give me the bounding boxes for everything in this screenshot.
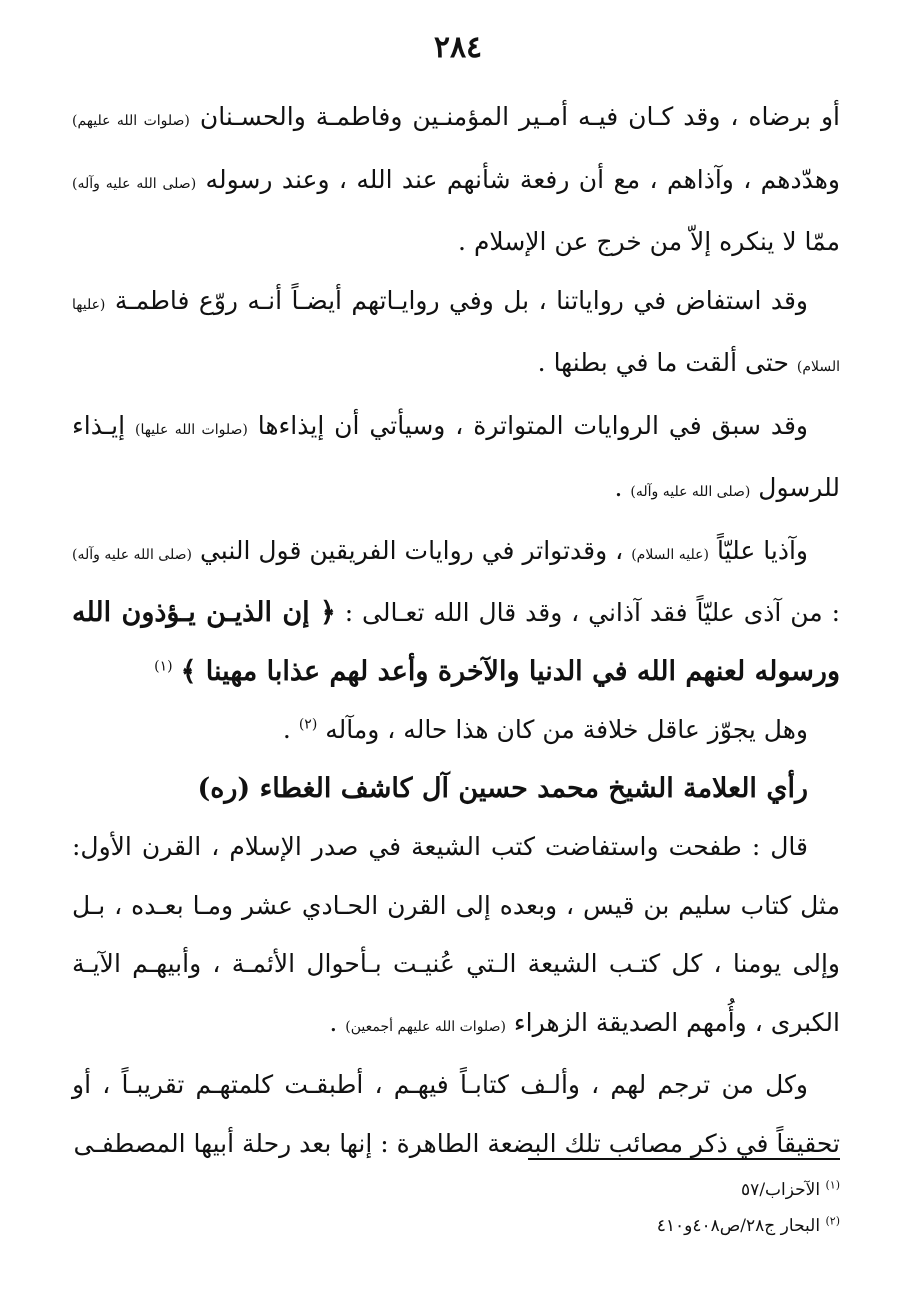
paragraph-2-text-2: حتى ألقت ما في بطنها . <box>537 348 789 377</box>
paragraph-4-text: وآذيا عليّاً <box>716 535 808 565</box>
footnote-ref-1: (١) <box>154 658 173 675</box>
paragraph-3 <box>72 397 840 522</box>
paragraph-4-text-2: ، وقدتواتر في روايات الفريقين قول النبي <box>199 535 624 565</box>
footnote-ref-2: (٢) <box>298 716 318 733</box>
footnote-marker: (١) <box>825 1178 840 1192</box>
paragraph-5-text: وهل يجوّز عاقل خلافة من كان هذا حاله ، ومآله <box>325 715 808 744</box>
paragraph-6-text-2: . <box>329 1007 338 1037</box>
section-heading: رأي العلامة الشيخ محمد حسين آل كاشف الغطاء (ره) <box>197 772 808 804</box>
honorific: (صلوات الله عليها) <box>134 421 248 438</box>
paragraph-5-text-2: . <box>282 715 291 744</box>
paragraph-1-text: أو برضاه ، وقد كـان فيـه أمـير المؤمنـين وفاطمـة والحسـنان <box>199 102 840 131</box>
footnote-marker: (٢) <box>825 1214 840 1228</box>
main-text <box>72 88 840 1173</box>
footnote-2 <box>460 1208 840 1244</box>
honorific: (صلوات الله عليهم أجمعين) <box>345 1018 506 1035</box>
honorific: (عليه السلام) <box>631 546 709 563</box>
paragraph-4 <box>72 522 840 702</box>
footnote-text: البحار ج٢٨/ص٤٠٨و٤١٠ <box>656 1216 821 1236</box>
footnote-1 <box>460 1172 840 1208</box>
paragraph-5 <box>72 701 840 760</box>
honorific: (صلى الله عليه وآله) <box>72 546 192 563</box>
honorific: (صلى الله عليه وآله) <box>630 484 751 500</box>
paragraph-6 <box>72 818 840 1056</box>
paragraph-3-text-2: إيـذاء للرسول <box>72 410 840 502</box>
footnotes <box>460 1172 840 1244</box>
paragraph-7-text: وكل من ترجم لهم ، وألـف كتابـاً فيهـم ، أطبقـت كلمتهـم تقريبـاً ، أو تحقيقاً في ذكر مصائب تلك البضعة الطاهرة : إنها بعد رحلة أبيها المصطفـى <box>72 1070 840 1158</box>
paragraph-6-text: قال : طفحت واستفاضت كتب الشيعة في صدر الإسلام ، القرن الأول: مثل كتاب سليم بن قيس ، وبعده إلى القرن الحـادي عشر ومـا بعـده ، بـل وإلى يومنا ، كل كتـب الشيعة الـتي عُنيـت بـأحوال الأئمـة ، وأبيهـم الآيـة الكبرى ، وأُمهم الصديقة الزهراء <box>72 832 840 1037</box>
paragraph-4-text-3: : من آذى عليّاً فقد آذاني ، وقد قال الله تعـالى : <box>344 598 840 627</box>
footnote-separator <box>528 1158 840 1160</box>
quran-verse: ﴿ إن الذيـن يـؤذون الله ورسوله لعنهم الله في الدنيا والآخرة وأعد لهم عذابا مهينا ﴾ <box>72 597 840 687</box>
paragraph-1-text-2: وهدّدهم ، وآذاهم ، مع أن رفعة شأنهم عند الله ، وعند رسوله <box>205 164 841 194</box>
honorific: (صلوات الله عليهم) <box>72 113 190 129</box>
paragraph-2-text: وقد استفاض في رواياتنا ، بل وفي روايـاتهم أيضـاً أنـه روّع فاطمـة <box>114 285 808 315</box>
paragraph-1-text-3: ممّا لا ينكره إلاّ من خرج عن الإسلام . <box>458 227 840 256</box>
paragraph-3-text-3: . <box>614 473 623 502</box>
page-number: ٢٨٤ <box>433 30 483 65</box>
footnote-text: الآحزاب/٥٧ <box>741 1180 821 1200</box>
honorific: (صلى الله عليه وآله) <box>72 175 197 192</box>
paragraph-7 <box>72 1056 840 1173</box>
paragraph-2 <box>72 272 840 397</box>
honorific: (عليها السلام) <box>72 296 840 375</box>
paragraph-3-text: وقد سبق في الروايات المتواترة ، وسيأتي أن إيذاءها <box>257 410 808 440</box>
paragraph-1 <box>72 88 840 272</box>
